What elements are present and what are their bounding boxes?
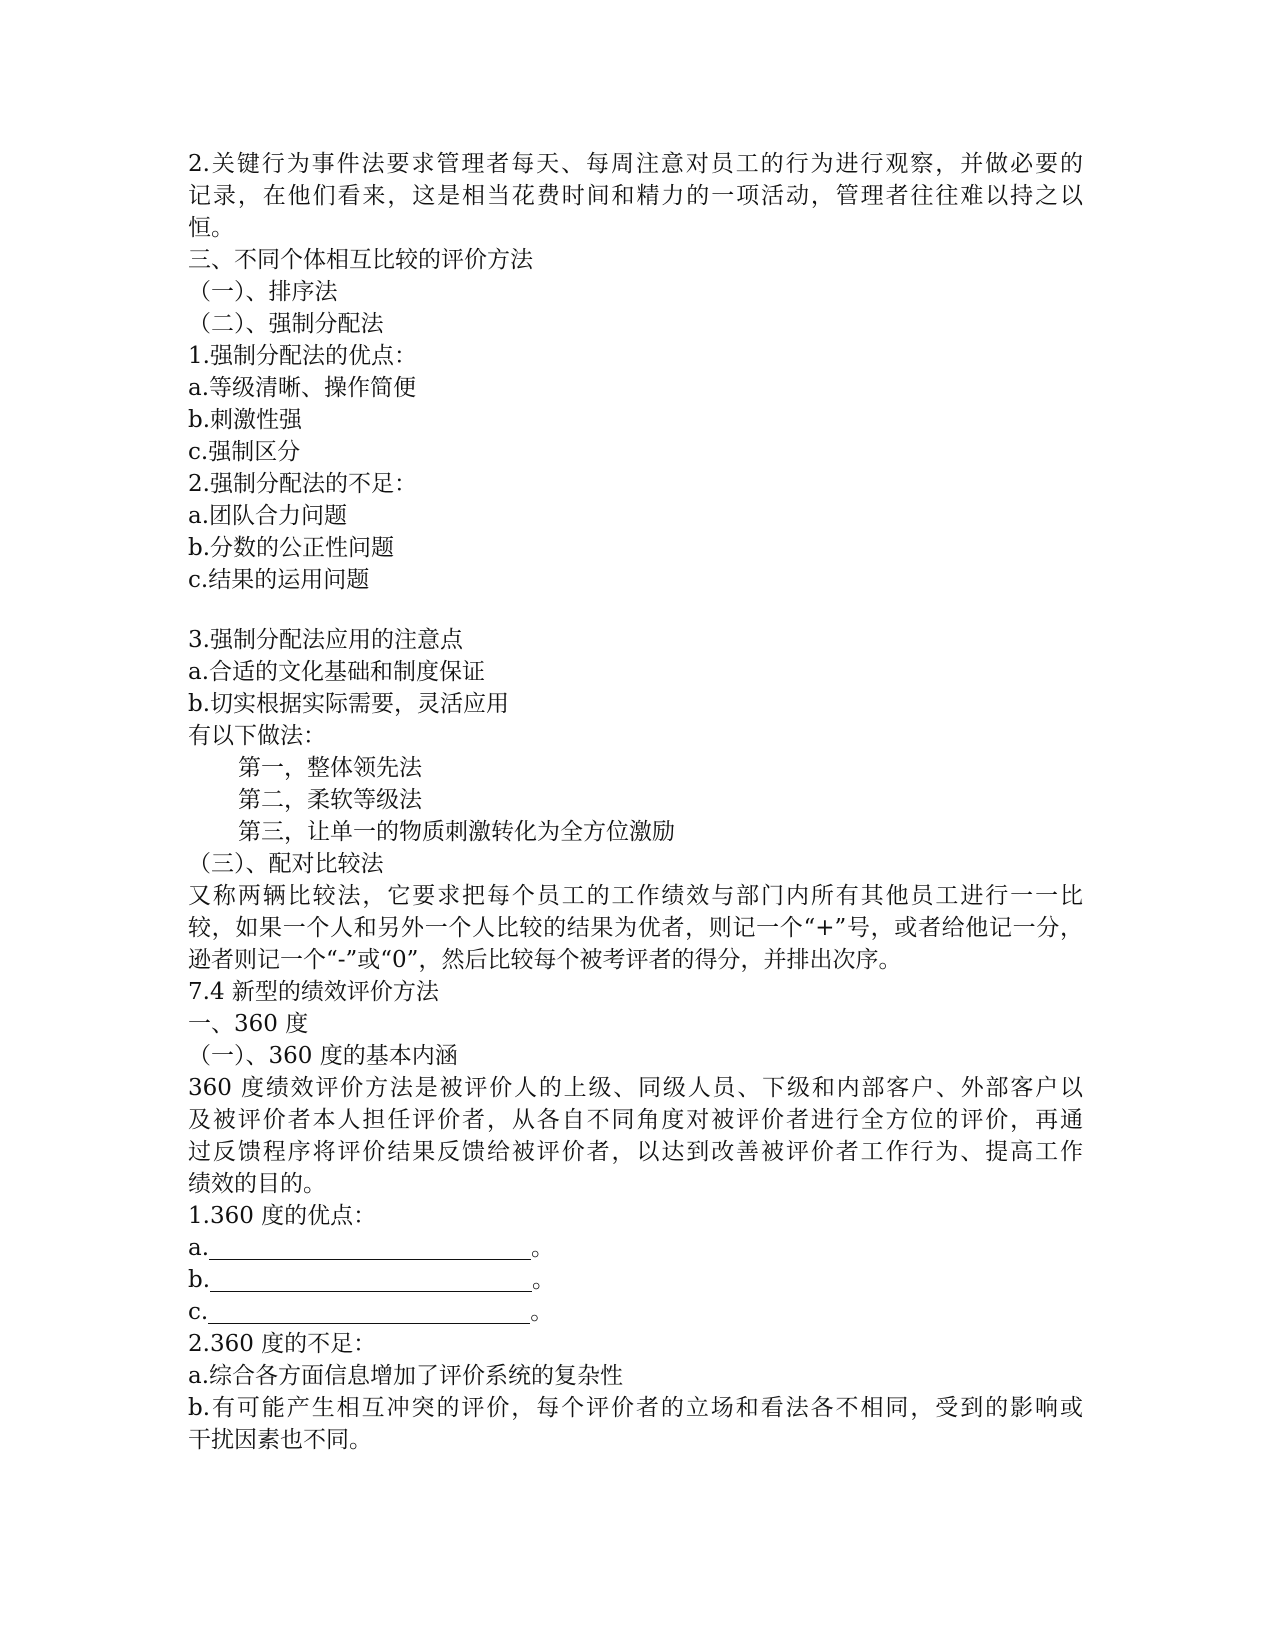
forced-cons-heading: 2.强制分配法的不足： (188, 471, 417, 497)
forced-notes-item: a.合适的文化基础和制度保证 (188, 659, 486, 685)
paired-desc-line-2: 较，如果一个人和另外一个人比较的结果为优者，则记一个“+”号，或者给他记一分， (188, 915, 1083, 941)
deg360-pros-heading: 1.360 度的优点： (188, 1203, 377, 1229)
practice-item: 第二，柔软等级法 (238, 787, 422, 813)
deg360-cons-item-b-line-2: 干扰因素也不同。 (188, 1427, 372, 1453)
paragraph-gap (188, 596, 1083, 624)
deg360-pros-blank-item (188, 1232, 1083, 1264)
forced-cons-item: c.结果的运用问题 (188, 567, 370, 593)
deg360-cons-item-b-line-1: b.有可能产生相互冲突的评价，每个评价者的立场和看法各不相同，受到的影响或 (188, 1395, 1083, 1421)
section3-heading: 三、不同个体相互比较的评价方法 (188, 247, 533, 273)
ranking-heading: （一）、排序法 (188, 279, 338, 305)
forced-notes-heading: 3.强制分配法应用的注意点 (188, 627, 463, 653)
deg360-pros-blank-item (188, 1264, 1083, 1296)
forced-pros-item: c.强制区分 (188, 439, 301, 465)
intro-line-2: 记录，在他们看来，这是相当花费时间和精力的一项活动，管理者往往难以持之以 (188, 183, 1083, 209)
deg360-cons-item: a.综合各方面信息增加了评价系统的复杂性 (188, 1363, 624, 1389)
fill-in-blank (208, 1299, 530, 1324)
forced-pros-item: b.刺激性强 (188, 407, 303, 433)
paired-comparison-heading: （三）、配对比较法 (188, 851, 384, 877)
deg360-desc-line-3: 过反馈程序将评价结果反馈给被评价者，以达到改善被评价者工作行为、提高工作 (188, 1139, 1083, 1165)
blank-prefix: b. (188, 1267, 211, 1293)
new-methods-heading: 7.4 新型的绩效评价方法 (188, 979, 439, 1005)
practice-intro: 有以下做法： (188, 723, 326, 749)
deg360-basic-heading: （一）、360 度的基本内涵 (188, 1043, 458, 1069)
intro-line-3: 恒。 (188, 215, 234, 241)
practice-item: 第三，让单一的物质刺激转化为全方位激励 (238, 819, 675, 845)
practice-item: 第一，整体领先法 (238, 755, 422, 781)
paired-desc-line-1: 又称两辆比较法，它要求把每个员工的工作绩效与部门内所有其他员工进行一一比 (188, 883, 1083, 909)
paired-desc-line-3: 逊者则记一个“-”或“0”，然后比较每个被考评者的得分，并排出次序。 (188, 947, 902, 973)
blank-suffix: 。 (531, 1235, 555, 1261)
intro-line-1: 2.关键行为事件法要求管理者每天、每周注意对员工的行为进行观察，并做必要的 (188, 151, 1083, 177)
blank-suffix: 。 (532, 1267, 556, 1293)
deg360-desc-line-1: 360 度绩效评价方法是被评价人的上级、同级人员、下级和内部客户、外部客户以 (188, 1075, 1083, 1101)
deg360-cons-heading: 2.360 度的不足： (188, 1331, 377, 1357)
fill-in-blank (209, 1235, 531, 1260)
forced-cons-item: b.分数的公正性问题 (188, 535, 395, 561)
blank-suffix: 。 (530, 1299, 554, 1325)
deg360-heading: 一、360 度 (188, 1011, 309, 1037)
forced-pros-item: a.等级清晰、操作简便 (188, 375, 417, 401)
forced-cons-item: a.团队合力问题 (188, 503, 348, 529)
deg360-desc-line-2: 及被评价者本人担任评价者，从各自不同角度对被评价者进行全方位的评价，再通 (188, 1107, 1083, 1133)
forced-pros-heading: 1.强制分配法的优点： (188, 343, 417, 369)
fill-in-blank (210, 1267, 532, 1292)
forced-notes-item: b.切实根据实际需要，灵活应用 (188, 691, 510, 717)
blank-prefix: a. (188, 1235, 210, 1261)
forced-distribution-heading: （二）、强制分配法 (188, 311, 384, 337)
document-page (188, 148, 1083, 1456)
deg360-desc-line-4: 绩效的目的。 (188, 1171, 326, 1197)
blank-prefix: c. (188, 1299, 209, 1325)
deg360-pros-blank-item (188, 1296, 1083, 1328)
